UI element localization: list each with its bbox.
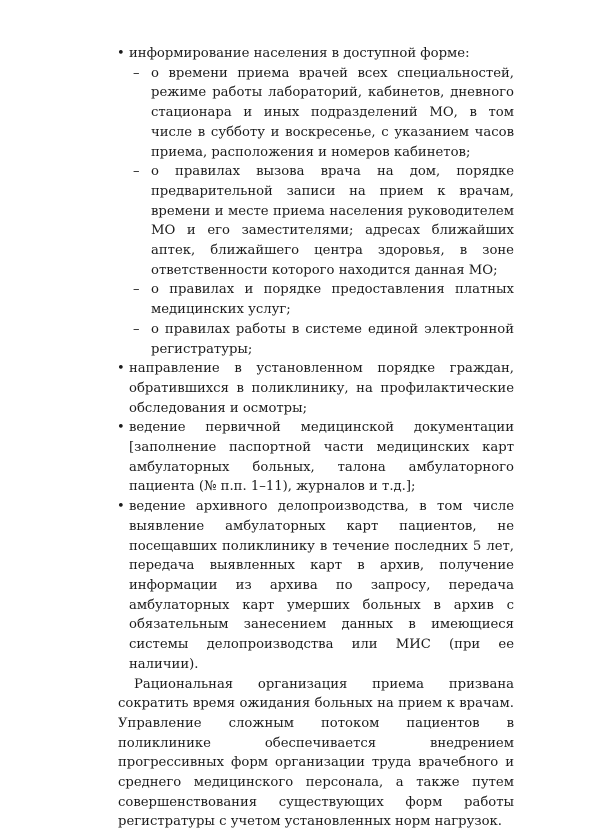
- bullet-marker: •: [117, 44, 125, 64]
- sublist-item-text: о правилах и порядке предоставления платных медицинских услуг;: [151, 282, 514, 317]
- bullet-marker: •: [117, 359, 125, 379]
- bullet-marker: •: [117, 418, 125, 438]
- list-item-text: ведение архивного делопроизводства, в том числе выявление амбулаторных карт пациентов, не посещавших поликлинику в течение последних 5 лет, передача выявленных карт в архив, получение информации из архива по запросу, передача амбулаторных карт умерших больных в архив с обязательным занесением данных в имеющиеся системы делопроизводства или МИС (при ее наличии).: [129, 499, 514, 672]
- sublist-item-text: о правилах вызова врача на дом, порядке предварительной записи на прием к врачам, времени и месте приема населения руководителем МО и его заместителями; адресах ближайших аптек, ближайшего центра здоровья, в зоне ответственности которого находится данная МО;: [151, 164, 514, 278]
- dash-marker: –: [133, 320, 140, 340]
- sublist-item-electronic-registry: [129, 320, 514, 359]
- list-item-text: направление в установленном порядке граждан, обратившихся в поликлинику, на профилактические обследования и осмотры;: [129, 361, 514, 415]
- list-item-informing: [118, 44, 514, 359]
- sublist-item-home-visit-rules: [129, 162, 514, 280]
- sublist-item-schedule: [129, 64, 514, 163]
- sublist-item-paid-services: [129, 280, 514, 319]
- dash-marker: –: [133, 64, 140, 84]
- dash-marker: –: [133, 162, 140, 182]
- list-item-text: информирование населения в доступной форме:: [129, 46, 470, 61]
- bullet-marker: •: [117, 497, 125, 517]
- body-paragraph: Рациональная организация приема призвана сократить время ожидания больных на прием к врачам. Управление сложным потоком пациентов в поликлинике обеспечивается внедрением прогрессивных форм организации труда врачебного и среднего медицинского персонала, а также путем совершенствования существующих форм работы регистратуры с учетом установленных норм нагрузок.: [118, 675, 514, 832]
- dash-marker: –: [133, 280, 140, 300]
- sublist-item-text: о правилах работы в системе единой электронной регистратуры;: [151, 322, 514, 357]
- list-item-referral: [118, 359, 514, 418]
- document-page: [118, 44, 514, 832]
- list-item-text: ведение первичной медицинской документации [заполнение паспортной части медицинских карт амбулаторных больных, талона амбулаторного пациента (№ п.п. 1–11), журналов и т.д.];: [129, 420, 514, 494]
- sublist-item-text: о времени приема врачей всех специальностей, режиме работы лабораторий, кабинетов, дневного стационара и иных подразделений МО, в том числе в субботу и воскресенье, с указанием часов приема, расположения и номеров кабинетов;: [151, 66, 514, 160]
- list-item-documentation: [118, 418, 514, 497]
- list-item-archive: [118, 497, 514, 674]
